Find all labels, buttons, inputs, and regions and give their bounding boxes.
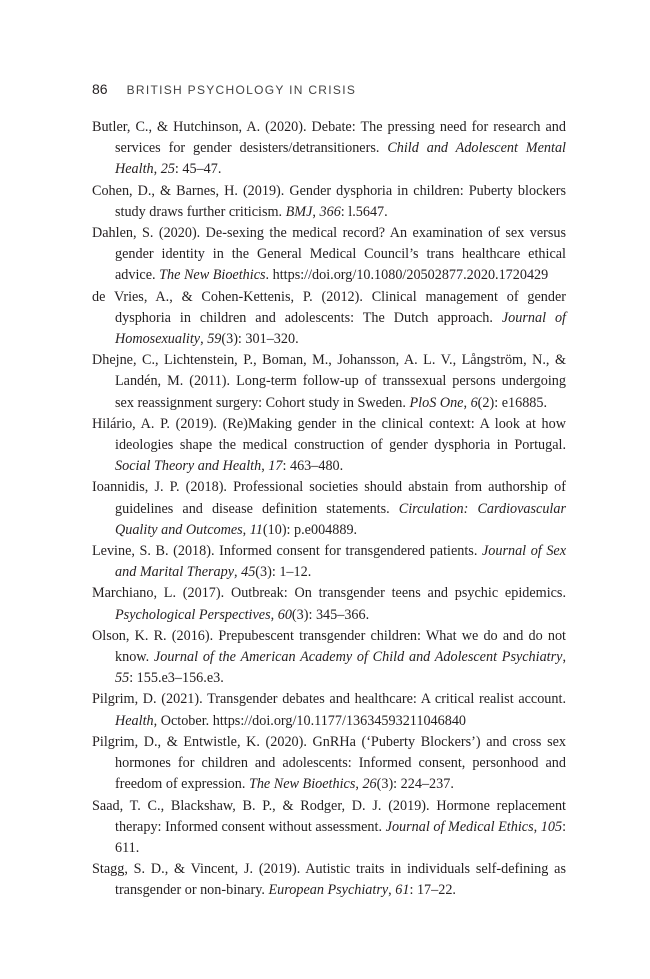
reference-list [92, 117, 566, 902]
reference-item: Hilário, A. P. (2019). (Re)Making gender in the clinical context: A look at how ideologies shape the medical construction of gender dysphoria in Portugal. Social Theory and Health, 17: 463–480. [92, 415, 566, 475]
running-header [92, 81, 356, 101]
reference-item: Cohen, D., & Barnes, H. (2019). Gender dysphoria in children: Puberty blockers study draws further criticism. BMJ, 366: l.5647. [92, 182, 566, 220]
page-number: 86 [92, 81, 108, 97]
running-title: BRITISH PSYCHOLOGY IN CRISIS [126, 83, 357, 97]
reference-item: Dhejne, C., Lichtenstein, P., Boman, M., Johansson, A. L. V., Långström, N., & Landén, M. (2011). Long-term follow-up of transsexual persons undergoing sex reassignment surgery: Cohort study in Sweden. PloS One, 6(2): e16885. [92, 352, 566, 411]
reference-item: Dahlen, S. (2020). De-sexing the medical record? An examination of sex versus gender identity in the General Medical Council’s trans healthcare ethical advice. The New Bioethics. https://doi.org/10.1080/20502877.2020.1720429 [92, 225, 566, 284]
reference-item: de Vries, A., & Cohen-Kettenis, P. (2012). Clinical management of gender dysphoria in children and adolescents: The Dutch approach. Journal of Homosexuality, 59(3): 301–320. [92, 288, 566, 348]
reference-item: Olson, K. R. (2016). Prepubescent transgender children: What we do and do not know. Journal of the American Academy of Child and Adolescent Psychiatry, 55: 155.e3–156.e3. [92, 627, 566, 687]
reference-item: Marchiano, L. (2017). Outbreak: On transgender teens and psychic epidemics. Psychological Perspectives, 60(3): 345–366. [92, 585, 566, 623]
reference-item: Levine, S. B. (2018). Informed consent for transgendered patients. Journal of Sex and Marital Therapy, 45(3): 1–12. [92, 543, 567, 581]
reference-item: Butler, C., & Hutchinson, A. (2020). Debate: The pressing need for research and services for gender desisters/detransitioners. Child and Adolescent Mental Health, 25: 45–47. [92, 119, 566, 178]
reference-item: Pilgrim, D., & Entwistle, K. (2020). GnRHa (‘Puberty Blockers’) and cross sex hormones for children and adolescents: Informed consent, personhood and freedom of expression. The New Bioethics, 26(3): 224–237. [92, 733, 566, 793]
reference-item: Pilgrim, D. (2021). Transgender debates and healthcare: A critical realist account. Health, October. https://doi.org/10.1177/13634593211046840 [92, 691, 566, 729]
reference-item: Stagg, S. D., & Vincent, J. (2019). Autistic traits in individuals self-defining as transgender or non-binary. European Psychiatry, 61: 17–22. [92, 861, 566, 899]
reference-item: Ioannidis, J. P. (2018). Professional societies should abstain from authorship of guidelines and disease definition statements. Circulation: Cardiovascular Quality and Outcomes, 11(10): p.e004889. [92, 479, 566, 538]
reference-item: Saad, T. C., Blackshaw, B. P., & Rodger, D. J. (2019). Hormone replacement therapy: Informed consent without assessment. Journal of Medical Ethics, 105: 611. [92, 797, 567, 856]
